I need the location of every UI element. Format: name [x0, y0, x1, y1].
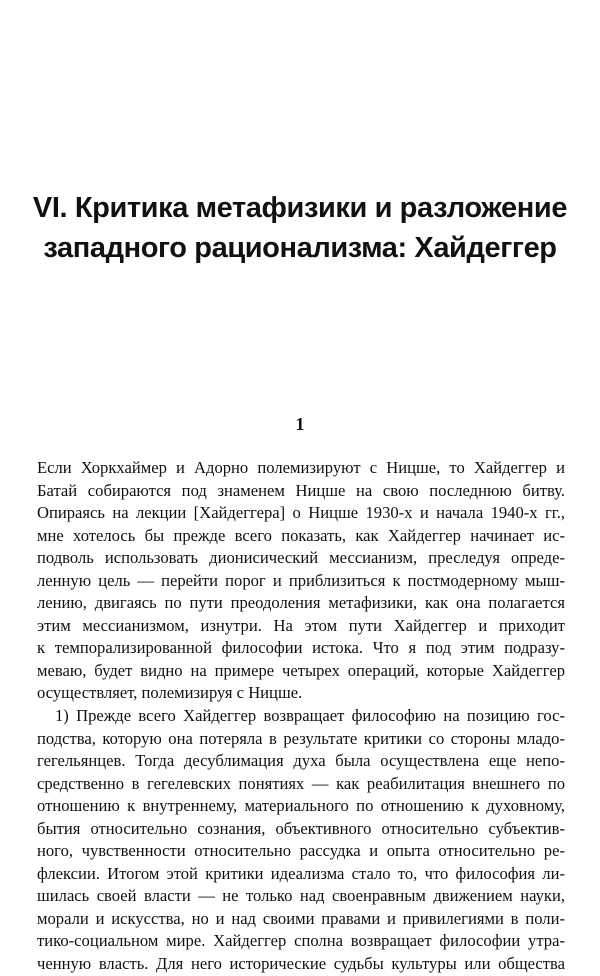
chapter-title-line: западного рационализма: Хайдеггер: [43, 232, 557, 264]
text-line: тико-социальном мире. Хайдеггер сполна возвращает философии утра-: [37, 931, 565, 951]
text-line: Если Хоркхаймер и Адорно полемизируют с Ницше, то Хайдеггер и: [37, 458, 565, 477]
chapter-title: [0, 188, 600, 268]
body-text: [37, 457, 565, 976]
text-line: меваю, будет видно на примере четырех операций, которые Хайдеггер: [37, 660, 565, 680]
text-line: бытия относительно сознания, объективного относительно субъектив-: [37, 818, 565, 838]
text-line: лению, двигаясь по пути преодоления метафизики, как она полагается: [37, 593, 565, 613]
text-line: шилась своей власти — не только над своенравным движением науки,: [37, 886, 565, 906]
text-line: морали и искусства, но и над своими правами и привилегиями в поли-: [37, 908, 565, 928]
text-line: ченную власть. Для него исторические судьбы культуры или общества: [37, 954, 565, 974]
text-line: отношению к внутреннему, материального по отношению к духовному,: [37, 796, 565, 816]
text-line: 1) Прежде всего Хайдеггер возвращает философию на позицию гос-: [55, 706, 565, 726]
chapter-title-line: VI. Критика метафизики и разложение: [32, 192, 568, 224]
text-line: Опираясь на лекции [Хайдеггера] о Ницше 1930-х и начала 1940-х гг.,: [37, 503, 565, 523]
text-line: гегельянцев. Тогда десублимация духа была осуществлена еще непо-: [37, 751, 565, 771]
text-line: флексии. Итогом этой критики идеализма стало то, что философия ли-: [37, 863, 565, 883]
text-line: средственно в гегелевских понятиях — как реабилитация внешнего по: [37, 773, 565, 793]
text-line: мне хотелось бы прежде всего показать, как Хайдеггер начинает ис-: [37, 525, 565, 545]
paragraph: [37, 457, 565, 705]
text-line: ленную цель — перейти порог и приблизиться к постмодерному мыш-: [37, 570, 565, 590]
text-line: подства, которую она потеряла в результате критики со стороны младо-: [37, 728, 565, 748]
text-line: осуществляет, полемизируя с Ницше.: [37, 683, 303, 703]
section-number: 1: [295, 414, 305, 434]
text-line: подволь использовать дионисический мессианизм, преследуя опреде-: [37, 548, 565, 568]
text-line: к темпорализированной философии истока. Что я под этим подразу-: [37, 638, 565, 658]
text-line: этим мессианизмом, изнутри. На этом пути Хайдеггер и приходит: [37, 615, 565, 635]
text-line: Батай собираются под знаменем Ницше на свою последнюю битву.: [37, 480, 565, 500]
paragraph: [37, 705, 565, 976]
text-line: ного, чувственности относительно рассудка и опыта относительно ре-: [37, 841, 565, 861]
